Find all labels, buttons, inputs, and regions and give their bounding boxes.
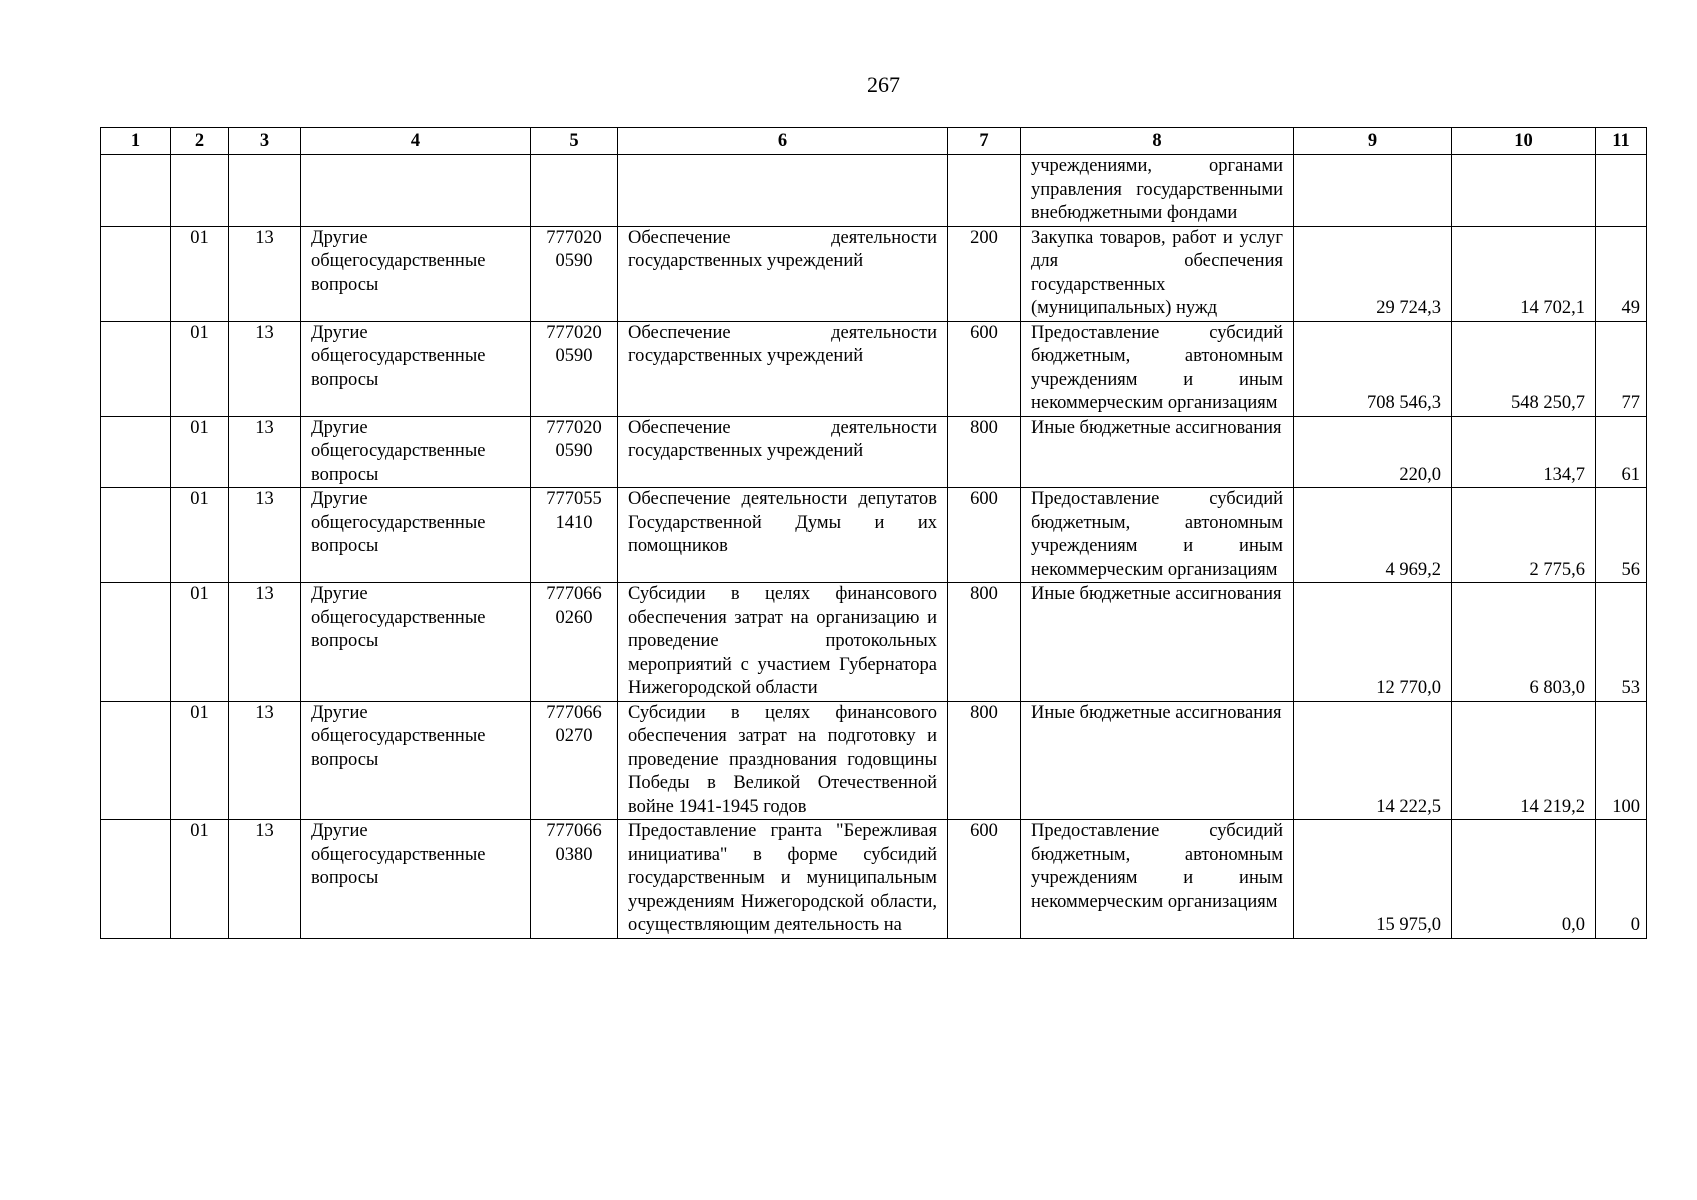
expense-code-cell: 600 <box>948 321 1021 416</box>
expense-type-cell: Иные бюджетные ассигнования <box>1021 416 1294 488</box>
planned-amount-cell: 15 975,0 <box>1294 820 1452 939</box>
header-cell: 1 <box>101 128 171 155</box>
expense-type-cell: учреждениями, органами управления государственными внебюджетными фондами <box>1021 155 1294 227</box>
header-cell: 9 <box>1294 128 1452 155</box>
header-cell: 4 <box>301 128 531 155</box>
target-code-cell: 777055 1410 <box>531 488 618 583</box>
target-name-cell: Обеспечение деятельности государственных учреждений <box>618 416 948 488</box>
continuation-row <box>101 155 1647 227</box>
subsection-cell: 13 <box>229 820 301 939</box>
target-name-cell: Обеспечение деятельности государственных учреждений <box>618 226 948 321</box>
section-name-cell: Другие общегосударственные вопросы <box>301 488 531 583</box>
section-cell: 01 <box>171 701 229 820</box>
target-name-cell: Обеспечение деятельности государственных учреждений <box>618 321 948 416</box>
section-name-cell: Другие общегосударственные вопросы <box>301 321 531 416</box>
actual-amount-cell: 14 219,2 <box>1452 701 1596 820</box>
section-cell: 01 <box>171 583 229 702</box>
actual-amount-cell: 6 803,0 <box>1452 583 1596 702</box>
actual-amount-cell: 0,0 <box>1452 820 1596 939</box>
expense-code-cell: 600 <box>948 488 1021 583</box>
expense-type-cell: Предоставление субсидий бюджетным, автономным учреждениям и иным некоммерческим организациям <box>1021 820 1294 939</box>
target-code-cell: 777066 0270 <box>531 701 618 820</box>
table-row <box>101 488 1647 583</box>
page-number: 267 <box>867 72 900 97</box>
header-cell: 2 <box>171 128 229 155</box>
target-code-cell: 777020 0590 <box>531 416 618 488</box>
section-cell: 01 <box>171 820 229 939</box>
percent-cell: 61 <box>1596 416 1647 488</box>
actual-amount-cell: 2 775,6 <box>1452 488 1596 583</box>
expense-type-cell: Иные бюджетные ассигнования <box>1021 583 1294 702</box>
subsection-cell: 13 <box>229 226 301 321</box>
subsection-cell: 13 <box>229 701 301 820</box>
planned-amount-cell: 14 222,5 <box>1294 701 1452 820</box>
expense-code-cell: 200 <box>948 226 1021 321</box>
table-row <box>101 416 1647 488</box>
target-name-cell: Обеспечение деятельности депутатов Государственной Думы и их помощников <box>618 488 948 583</box>
budget-table <box>100 127 1647 939</box>
actual-amount-cell: 14 702,1 <box>1452 226 1596 321</box>
target-name-cell: Предоставление гранта "Бережливая инициатива" в форме субсидий государственным и муниципальным учреждениям Нижегородской области, осуществляющим деятельность на <box>618 820 948 939</box>
section-name-cell: Другие общегосударственные вопросы <box>301 701 531 820</box>
section-name-cell: Другие общегосударственные вопросы <box>301 820 531 939</box>
expense-type-cell: Предоставление субсидий бюджетным, автономным учреждениям и иным некоммерческим организациям <box>1021 321 1294 416</box>
expense-code-cell: 600 <box>948 820 1021 939</box>
header-cell: 7 <box>948 128 1021 155</box>
header-cell: 11 <box>1596 128 1647 155</box>
table-row <box>101 321 1647 416</box>
subsection-cell: 13 <box>229 416 301 488</box>
target-code-cell: 777066 0260 <box>531 583 618 702</box>
section-name-cell: Другие общегосударственные вопросы <box>301 226 531 321</box>
actual-amount-cell: 134,7 <box>1452 416 1596 488</box>
subsection-cell: 13 <box>229 321 301 416</box>
expense-type-cell: Иные бюджетные ассигнования <box>1021 701 1294 820</box>
expense-type-cell: Предоставление субсидий бюджетным, автономным учреждениям и иным некоммерческим организациям <box>1021 488 1294 583</box>
header-cell: 8 <box>1021 128 1294 155</box>
subsection-cell: 13 <box>229 583 301 702</box>
target-code-cell: 777066 0380 <box>531 820 618 939</box>
header-cell: 5 <box>531 128 618 155</box>
percent-cell: 0 <box>1596 820 1647 939</box>
section-cell: 01 <box>171 416 229 488</box>
planned-amount-cell: 4 969,2 <box>1294 488 1452 583</box>
percent-cell: 56 <box>1596 488 1647 583</box>
planned-amount-cell: 220,0 <box>1294 416 1452 488</box>
target-code-cell: 777020 0590 <box>531 226 618 321</box>
header-cell: 10 <box>1452 128 1596 155</box>
planned-amount-cell: 708 546,3 <box>1294 321 1452 416</box>
target-name-cell: Субсидии в целях финансового обеспечения затрат на организацию и проведение протокольных мероприятий с участием Губернатора Нижегородской области <box>618 583 948 702</box>
expense-code-cell: 800 <box>948 701 1021 820</box>
header-cell: 6 <box>618 128 948 155</box>
planned-amount-cell: 12 770,0 <box>1294 583 1452 702</box>
section-cell: 01 <box>171 321 229 416</box>
table-row <box>101 226 1647 321</box>
section-name-cell: Другие общегосударственные вопросы <box>301 583 531 702</box>
table-row <box>101 583 1647 702</box>
expense-code-cell: 800 <box>948 416 1021 488</box>
target-name-cell: Субсидии в целях финансового обеспечения затрат на подготовку и проведение празднования годовщины Победы в Великой Отечественной войне 1941-1945 годов <box>618 701 948 820</box>
expense-code-cell: 800 <box>948 583 1021 702</box>
percent-cell: 100 <box>1596 701 1647 820</box>
section-cell: 01 <box>171 488 229 583</box>
header-row <box>101 128 1647 155</box>
target-code-cell: 777020 0590 <box>531 321 618 416</box>
planned-amount-cell: 29 724,3 <box>1294 226 1452 321</box>
actual-amount-cell: 548 250,7 <box>1452 321 1596 416</box>
percent-cell: 77 <box>1596 321 1647 416</box>
subsection-cell: 13 <box>229 488 301 583</box>
percent-cell: 53 <box>1596 583 1647 702</box>
section-name-cell: Другие общегосударственные вопросы <box>301 416 531 488</box>
section-cell: 01 <box>171 226 229 321</box>
header-cell: 3 <box>229 128 301 155</box>
table-row <box>101 701 1647 820</box>
percent-cell: 49 <box>1596 226 1647 321</box>
table-row <box>101 820 1647 939</box>
expense-type-cell: Закупка товаров, работ и услуг для обеспечения государственных (муниципальных) нужд <box>1021 226 1294 321</box>
